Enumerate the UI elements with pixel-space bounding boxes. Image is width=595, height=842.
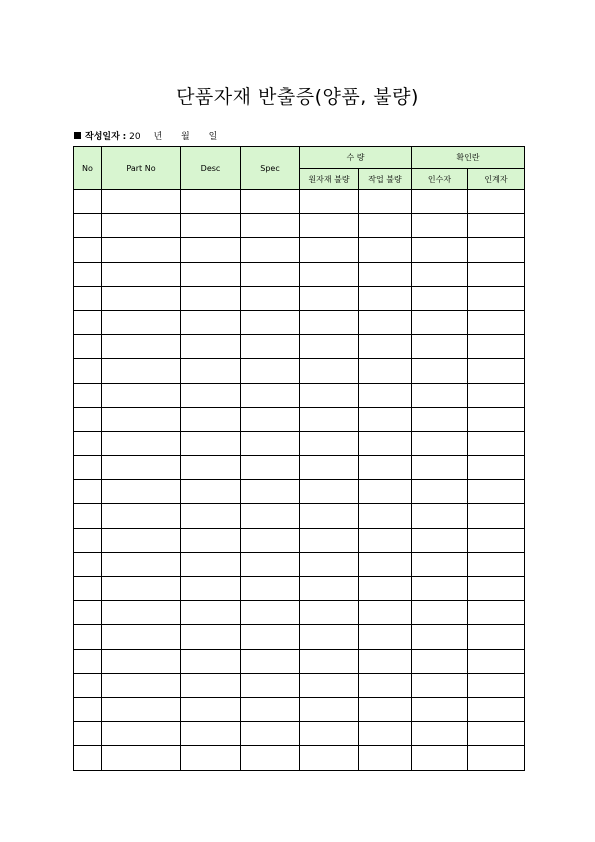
cell-spec[interactable] [241,697,300,721]
cell-work-defect[interactable] [359,722,412,746]
cell-spec[interactable] [241,504,300,528]
cell-work-defect[interactable] [359,456,412,480]
cell-receiver[interactable] [412,601,468,625]
cell-raw-defect[interactable] [300,286,359,310]
cell-raw-defect[interactable] [300,601,359,625]
cell-spec[interactable] [241,746,300,770]
cell-receiver[interactable] [412,262,468,286]
cell-giver[interactable] [468,456,525,480]
cell-desc[interactable] [181,310,241,334]
cell-part-no[interactable] [102,383,181,407]
table-row [74,722,525,746]
cell-giver[interactable] [468,383,525,407]
cell-part-no[interactable] [102,407,181,431]
cell-work-defect[interactable] [359,673,412,697]
cell-spec[interactable] [241,649,300,673]
cell-desc[interactable] [181,480,241,504]
cell-receiver[interactable] [412,552,468,576]
cell-part-no[interactable] [102,214,181,238]
cell-spec[interactable] [241,673,300,697]
table-row [74,577,525,601]
cell-receiver[interactable] [412,504,468,528]
cell-desc[interactable] [181,431,241,455]
cell-desc[interactable] [181,697,241,721]
cell-receiver[interactable] [412,746,468,770]
table-row [74,697,525,721]
cell-part-no[interactable] [102,625,181,649]
cell-work-defect[interactable] [359,431,412,455]
cell-work-defect[interactable] [359,310,412,334]
header-desc: Desc [181,147,241,190]
date-label: 작성일자 [85,132,120,142]
cell-receiver[interactable] [412,697,468,721]
cell-giver[interactable] [468,697,525,721]
cell-receiver[interactable] [412,649,468,673]
cell-raw-defect[interactable] [300,722,359,746]
month-unit: 월 [181,132,190,142]
cell-raw-defect[interactable] [300,335,359,359]
table-row [74,456,525,480]
cell-raw-defect[interactable] [300,456,359,480]
cell-no[interactable] [74,649,102,673]
cell-giver[interactable] [468,649,525,673]
cell-part-no[interactable] [102,480,181,504]
cell-work-defect[interactable] [359,335,412,359]
cell-desc[interactable] [181,722,241,746]
cell-giver[interactable] [468,577,525,601]
cell-giver[interactable] [468,722,525,746]
cell-spec[interactable] [241,335,300,359]
cell-no[interactable] [74,577,102,601]
cell-raw-defect[interactable] [300,383,359,407]
cell-desc[interactable] [181,649,241,673]
cell-spec[interactable] [241,722,300,746]
cell-giver[interactable] [468,625,525,649]
cell-work-defect[interactable] [359,577,412,601]
cell-no[interactable] [74,722,102,746]
cell-raw-defect[interactable] [300,310,359,334]
cell-no[interactable] [74,214,102,238]
cell-giver[interactable] [468,238,525,262]
cell-desc[interactable] [181,552,241,576]
cell-spec[interactable] [241,262,300,286]
date-line [74,129,217,142]
bullet-square-icon [74,132,81,139]
cell-no[interactable] [74,552,102,576]
cell-spec[interactable] [241,407,300,431]
cell-raw-defect[interactable] [300,262,359,286]
cell-receiver[interactable] [412,456,468,480]
cell-giver[interactable] [468,262,525,286]
cell-work-defect[interactable] [359,214,412,238]
cell-desc[interactable] [181,262,241,286]
cell-giver[interactable] [468,286,525,310]
cell-work-defect[interactable] [359,528,412,552]
cell-spec[interactable] [241,214,300,238]
cell-spec[interactable] [241,601,300,625]
cell-raw-defect[interactable] [300,407,359,431]
cell-giver[interactable] [468,431,525,455]
cell-desc[interactable] [181,577,241,601]
cell-receiver[interactable] [412,625,468,649]
cell-raw-defect[interactable] [300,625,359,649]
cell-desc[interactable] [181,190,241,214]
cell-part-no[interactable] [102,262,181,286]
cell-receiver[interactable] [412,431,468,455]
header-part-no: Part No [102,147,181,190]
cell-receiver[interactable] [412,722,468,746]
cell-no[interactable] [74,262,102,286]
cell-work-defect[interactable] [359,383,412,407]
cell-work-defect[interactable] [359,601,412,625]
day-unit: 일 [208,132,218,142]
cell-receiver[interactable] [412,383,468,407]
cell-raw-defect[interactable] [300,431,359,455]
cell-part-no[interactable] [102,552,181,576]
cell-receiver[interactable] [412,359,468,383]
table-row [74,286,525,310]
date-colon: : [122,132,127,142]
cell-no[interactable] [74,673,102,697]
subheader-giver: 인계자 [468,169,525,190]
table-row [74,238,525,262]
cell-spec[interactable] [241,359,300,383]
cell-spec[interactable] [241,625,300,649]
cell-raw-defect[interactable] [300,480,359,504]
cell-receiver[interactable] [412,310,468,334]
table-row [74,359,525,383]
cell-no[interactable] [74,456,102,480]
cell-spec[interactable] [241,552,300,576]
cell-work-defect[interactable] [359,552,412,576]
cell-work-defect[interactable] [359,649,412,673]
cell-raw-defect[interactable] [300,649,359,673]
cell-receiver[interactable] [412,335,468,359]
cell-work-defect[interactable] [359,697,412,721]
table-row [74,673,525,697]
table-row [74,480,525,504]
cell-work-defect[interactable] [359,359,412,383]
cell-spec[interactable] [241,528,300,552]
cell-no[interactable] [74,383,102,407]
cell-giver[interactable] [468,504,525,528]
cell-spec[interactable] [241,577,300,601]
cell-work-defect[interactable] [359,238,412,262]
table-row [74,335,525,359]
cell-part-no[interactable] [102,601,181,625]
header-confirm: 확인란 [412,147,525,169]
cell-desc[interactable] [181,383,241,407]
cell-raw-defect[interactable] [300,577,359,601]
cell-receiver[interactable] [412,528,468,552]
cell-receiver[interactable] [412,238,468,262]
cell-spec[interactable] [241,456,300,480]
cell-no[interactable] [74,528,102,552]
cell-work-defect[interactable] [359,407,412,431]
cell-receiver[interactable] [412,214,468,238]
header-row [74,147,525,169]
cell-spec[interactable] [241,190,300,214]
cell-giver[interactable] [468,359,525,383]
header-no: No [74,147,102,190]
cell-desc[interactable] [181,504,241,528]
table-row [74,383,525,407]
cell-giver[interactable] [468,746,525,770]
cell-receiver[interactable] [412,673,468,697]
cell-desc[interactable] [181,359,241,383]
table-row [74,310,525,334]
cell-desc[interactable] [181,407,241,431]
subheader-work-defect: 작업 불량 [359,169,412,190]
cell-spec[interactable] [241,480,300,504]
cell-desc[interactable] [181,746,241,770]
table-row [74,407,525,431]
cell-raw-defect[interactable] [300,504,359,528]
table-row [74,625,525,649]
cell-part-no[interactable] [102,335,181,359]
cell-part-no[interactable] [102,190,181,214]
cell-no[interactable] [74,335,102,359]
cell-no[interactable] [74,601,102,625]
cell-raw-defect[interactable] [300,238,359,262]
cell-giver[interactable] [468,673,525,697]
cell-desc[interactable] [181,528,241,552]
cell-receiver[interactable] [412,480,468,504]
cell-giver[interactable] [468,190,525,214]
cell-no[interactable] [74,625,102,649]
cell-no[interactable] [74,480,102,504]
table-row [74,746,525,770]
cell-raw-defect[interactable] [300,673,359,697]
cell-raw-defect[interactable] [300,359,359,383]
cell-part-no[interactable] [102,359,181,383]
cell-part-no[interactable] [102,649,181,673]
cell-no[interactable] [74,746,102,770]
cell-giver[interactable] [468,407,525,431]
year-unit: 년 [153,132,163,142]
cell-part-no[interactable] [102,286,181,310]
table-row [74,504,525,528]
table-row [74,528,525,552]
cell-work-defect[interactable] [359,504,412,528]
cell-work-defect[interactable] [359,286,412,310]
cell-part-no[interactable] [102,722,181,746]
cell-spec[interactable] [241,310,300,334]
cell-receiver[interactable] [412,190,468,214]
cell-desc[interactable] [181,286,241,310]
cell-desc[interactable] [181,625,241,649]
table-row [74,214,525,238]
table-row [74,649,525,673]
cell-work-defect[interactable] [359,625,412,649]
page-title: 단품자재 반출증(양품, 불량) [176,86,419,108]
cell-desc[interactable] [181,673,241,697]
header-spec: Spec [241,147,300,190]
cell-no[interactable] [74,697,102,721]
subheader-receiver: 인수자 [412,169,468,190]
cell-raw-defect[interactable] [300,697,359,721]
cell-part-no[interactable] [102,504,181,528]
cell-part-no[interactable] [102,577,181,601]
cell-spec[interactable] [241,431,300,455]
cell-no[interactable] [74,190,102,214]
cell-giver[interactable] [468,214,525,238]
cell-giver[interactable] [468,335,525,359]
cell-work-defect[interactable] [359,190,412,214]
cell-raw-defect[interactable] [300,746,359,770]
table-row [74,431,525,455]
header-quantity: 수 량 [300,147,412,169]
cell-desc[interactable] [181,335,241,359]
cell-part-no[interactable] [102,456,181,480]
cell-desc[interactable] [181,214,241,238]
cell-no[interactable] [74,504,102,528]
cell-raw-defect[interactable] [300,214,359,238]
cell-work-defect[interactable] [359,262,412,286]
cell-giver[interactable] [468,528,525,552]
cell-part-no[interactable] [102,431,181,455]
cell-receiver[interactable] [412,286,468,310]
cell-giver[interactable] [468,480,525,504]
subheader-raw-defect: 원자재 불량 [300,169,359,190]
cell-part-no[interactable] [102,310,181,334]
table-row [74,190,525,214]
cell-no[interactable] [74,238,102,262]
cell-work-defect[interactable] [359,480,412,504]
cell-spec[interactable] [241,238,300,262]
cell-receiver[interactable] [412,407,468,431]
table-row [74,262,525,286]
cell-raw-defect[interactable] [300,528,359,552]
cell-no[interactable] [74,286,102,310]
cell-giver[interactable] [468,310,525,334]
cell-part-no[interactable] [102,238,181,262]
cell-spec[interactable] [241,286,300,310]
cell-no[interactable] [74,431,102,455]
items-table [73,146,525,771]
cell-giver[interactable] [468,552,525,576]
cell-desc[interactable] [181,238,241,262]
cell-part-no[interactable] [102,697,181,721]
cell-part-no[interactable] [102,673,181,697]
cell-raw-defect[interactable] [300,552,359,576]
cell-no[interactable] [74,359,102,383]
cell-desc[interactable] [181,456,241,480]
cell-raw-defect[interactable] [300,190,359,214]
year-prefix: 20 [129,132,141,142]
cell-part-no[interactable] [102,528,181,552]
cell-giver[interactable] [468,601,525,625]
cell-work-defect[interactable] [359,746,412,770]
cell-receiver[interactable] [412,577,468,601]
cell-part-no[interactable] [102,746,181,770]
cell-spec[interactable] [241,383,300,407]
cell-no[interactable] [74,407,102,431]
table-row [74,601,525,625]
cell-no[interactable] [74,310,102,334]
table-row [74,552,525,576]
cell-desc[interactable] [181,601,241,625]
